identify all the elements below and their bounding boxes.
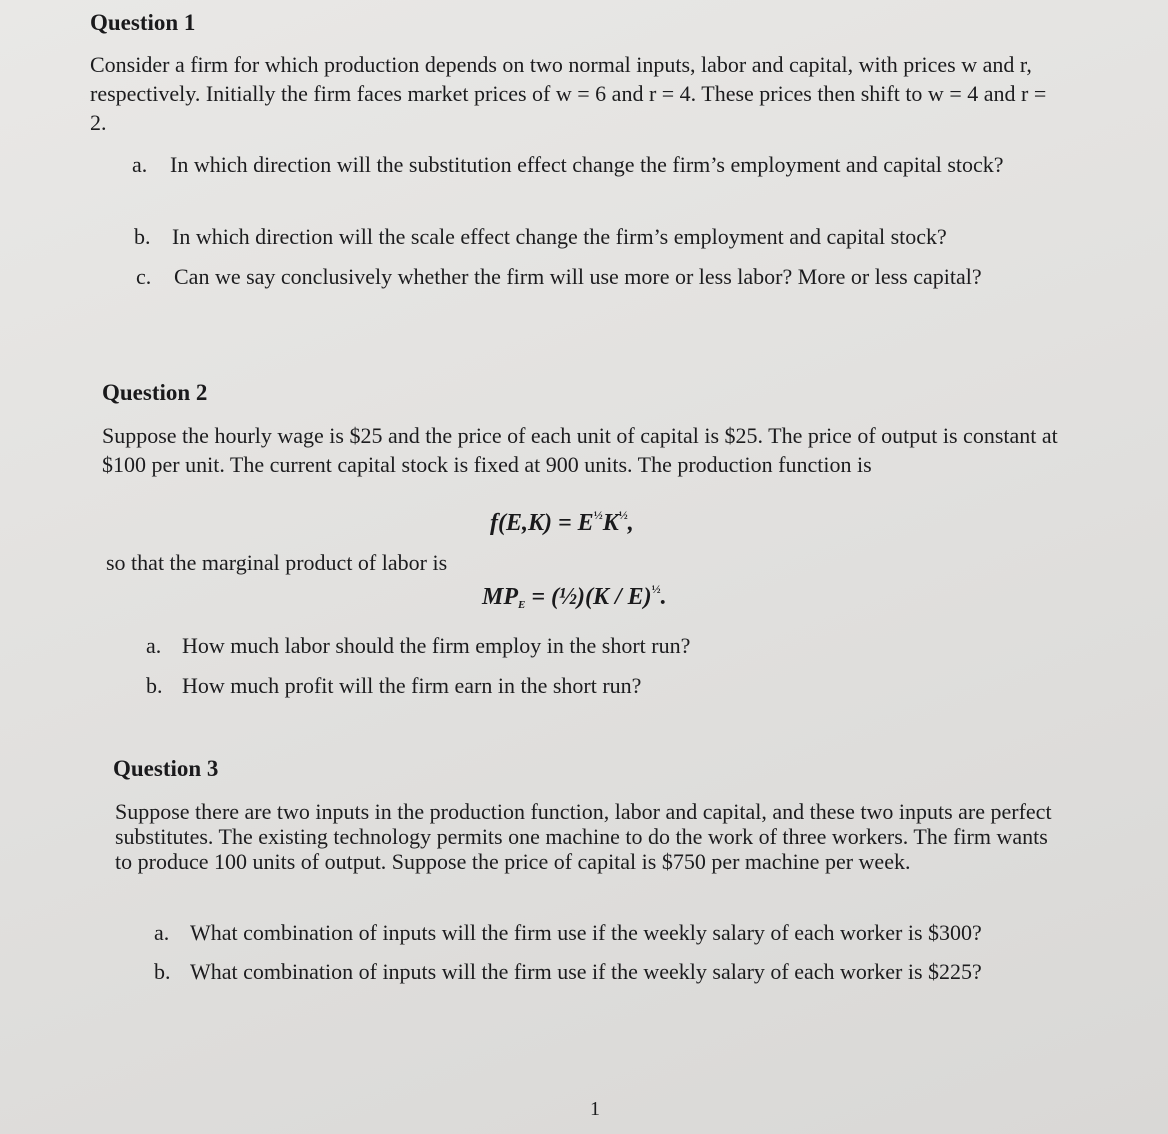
item-marker: a. [146,633,162,658]
page-number: 1 [590,1098,600,1120]
item-text: What combination of inputs will the firm use if the weekly salary of each worker is $300? [190,920,982,945]
formula-end: , [627,510,634,536]
item-marker: b. [146,673,163,698]
formula-rhs: = (½)(K / E) [525,584,652,610]
formula-subscript: E [518,599,526,611]
item-text: Can we say conclusively whether the firm will use more or less labor? More or less capital? [174,264,982,289]
formula-exponent: ½ [593,508,603,522]
item-text: What combination of inputs will the firm use if the weekly salary of each worker is $225? [190,959,982,984]
question-1-intro: Consider a firm for which production depends on two normal inputs, labor and capital, with prices w and r, respectively. Initially the firm faces market prices of w = 6 and r = 4. These prices then shift to w = 4 and r = 2. [90,52,1047,135]
question-2-item-a [146,631,946,660]
item-marker: b. [154,959,171,984]
marginal-product-intro: so that the marginal product of labor is [106,550,448,575]
question-3-item-b [154,957,1114,986]
formula-exponent: ½ [618,508,628,522]
item-marker: a. [154,920,170,945]
item-marker: b. [134,224,151,249]
marginal-product-formula [482,582,667,611]
item-text: In which direction will the substitution effect change the firm’s employment and capital stock? [170,152,1004,177]
question-1-item-a [132,150,1072,179]
question-1-item-b [134,222,1084,251]
item-marker: c. [136,264,152,289]
question-3-item-a [154,918,1114,947]
question-2-item-b [146,671,946,700]
question-2-intro: Suppose the hourly wage is $25 and the price of each unit of capital is $25. The price of output is constant at $100 per unit. The current capital stock is fixed at 900 units. The production function is [102,423,1058,477]
item-text: How much profit will the firm earn in the short run? [182,673,642,698]
question-1-item-c [136,262,1036,291]
question-3-intro: Suppose there are two inputs in the production function, labor and capital, and these two inputs are perfect substitutes. The existing technology permits one machine to do the work of three workers. The firm wants to produce 100 units of output. Suppose the price of capital is $750 per machine per week. [115,799,1052,874]
question-1-title: Question 1 [90,10,196,35]
item-text: In which direction will the scale effect change the firm’s employment and capital stock? [172,224,947,249]
question-3-title: Question 3 [113,756,219,781]
formula-end: . [660,584,667,610]
formula-lhs: MP [482,584,518,610]
item-marker: a. [132,152,148,177]
formula-mid: K [602,510,619,536]
formula-lhs: f(E,K) = E [490,510,594,536]
item-text: How much labor should the firm employ in the short run? [182,633,691,658]
question-2-title: Question 2 [102,380,208,405]
production-function-formula [490,508,634,537]
formula-exponent: ½ [651,582,661,596]
